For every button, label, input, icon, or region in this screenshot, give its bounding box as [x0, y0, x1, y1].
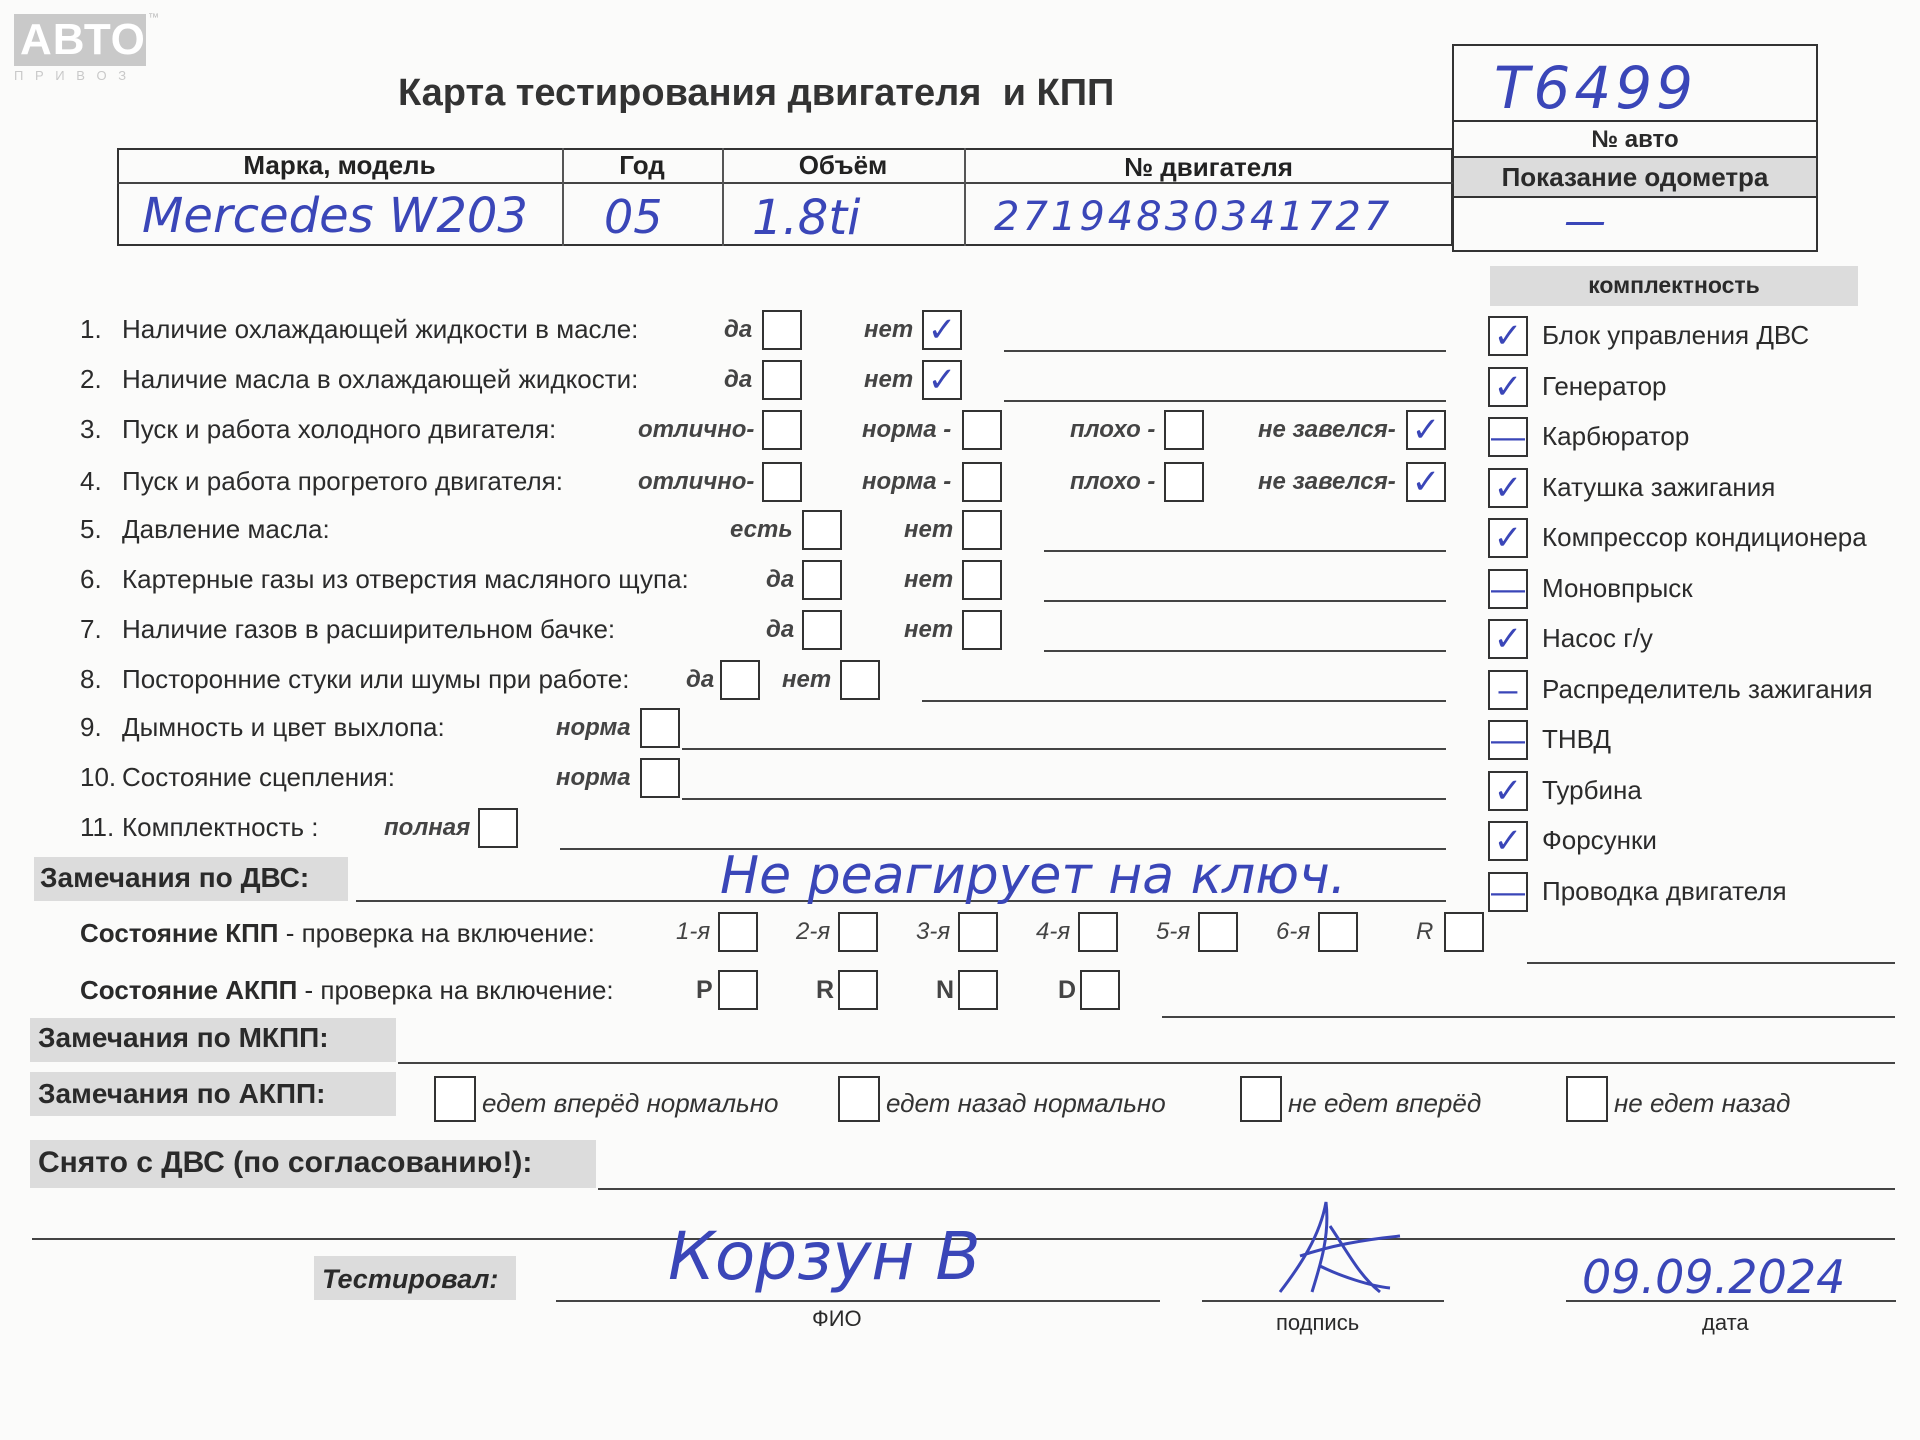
logo-tm: ™: [148, 12, 159, 24]
gear-checkbox[interactable]: [1318, 912, 1358, 952]
option-label: норма: [556, 714, 631, 741]
option-checkbox[interactable]: [962, 462, 1002, 502]
option-label: да: [724, 316, 753, 343]
name-caption: ФИО: [812, 1306, 862, 1331]
completeness-label: Генератор: [1542, 370, 1667, 401]
akpp-option-checkbox[interactable]: [1566, 1076, 1608, 1122]
completeness-label: Катушка зажигания: [1542, 471, 1776, 502]
volume-label: Объём: [798, 150, 888, 180]
option-label: норма: [556, 764, 631, 791]
check-mark-icon: ✓: [1493, 771, 1523, 810]
option-checkbox[interactable]: [762, 360, 802, 400]
option-label: не завелся-: [1258, 468, 1396, 495]
kpp-label-bold: Состояние КПП: [80, 918, 279, 948]
year-value: 05: [604, 190, 663, 244]
signature-caption: подпись: [1276, 1310, 1360, 1335]
completeness-label: Моновпрыск: [1542, 572, 1693, 603]
mode-label: N: [936, 976, 955, 1004]
check-label: [80, 414, 556, 445]
mode-label: P: [696, 976, 713, 1004]
check-mark-icon: —: [1491, 721, 1525, 759]
answer-line: [1004, 350, 1446, 352]
completeness-checkbox[interactable]: [1488, 518, 1528, 558]
option-label: полная: [384, 814, 471, 841]
option-label: норма -: [862, 416, 952, 443]
engine-label: № двигателя: [1124, 152, 1293, 182]
option-label: нет: [782, 666, 832, 693]
check-label: [80, 466, 563, 497]
answer-line: [922, 700, 1446, 702]
volume-value: 1.8ti: [752, 190, 861, 246]
check-number: 10.: [80, 762, 117, 792]
option-checkbox[interactable]: [962, 510, 1002, 550]
kpp-label-rest: - проверка на включение:: [278, 918, 595, 948]
completeness-label: Распределитель зажигания: [1542, 673, 1873, 704]
check-mark-icon: ✓: [1493, 620, 1523, 658]
kpp-line: [1527, 962, 1895, 964]
car-number-value: Т6499: [1494, 54, 1698, 122]
akpp-option-checkbox[interactable]: [838, 1076, 880, 1122]
option-label: плохо -: [1070, 416, 1156, 443]
answer-line: [682, 748, 1446, 750]
completeness-checkbox[interactable]: [1488, 569, 1528, 609]
check-mark-icon: ✓: [927, 311, 957, 349]
check-number: 2.: [80, 364, 102, 394]
check-number: 9.: [80, 712, 102, 742]
check-label: [80, 314, 638, 345]
option-checkbox[interactable]: [802, 610, 842, 650]
gear-checkbox[interactable]: [1078, 912, 1118, 952]
completeness-checkbox[interactable]: [1488, 367, 1528, 407]
akpp-option-checkbox[interactable]: [434, 1076, 476, 1122]
check-label: [80, 514, 330, 545]
logo: [14, 12, 159, 83]
completeness-checkbox[interactable]: [1488, 670, 1528, 710]
check-label: [80, 712, 445, 743]
completeness-label: Турбина: [1542, 774, 1642, 805]
check-number: 3.: [80, 414, 102, 444]
akpp-line: [1162, 1016, 1895, 1018]
check-text: Состояние сцепления:: [122, 762, 395, 792]
completeness-checkbox[interactable]: [1488, 468, 1528, 508]
mode-checkbox[interactable]: [1080, 970, 1120, 1010]
option-label: есть: [730, 516, 793, 543]
answer-line: [1044, 600, 1446, 602]
completeness-label: ТНВД: [1542, 724, 1612, 754]
mode-checkbox[interactable]: [718, 970, 758, 1010]
option-label: нет: [904, 616, 954, 643]
completeness-checkbox[interactable]: [1488, 316, 1528, 356]
check-text: Наличие охлаждающей жидкости в масле:: [122, 314, 639, 344]
check-label: [80, 762, 395, 793]
mode-label: D: [1058, 976, 1077, 1004]
model-value: Mercedes W203: [142, 188, 528, 244]
car-number-label: № авто: [1454, 120, 1816, 154]
option-label: плохо -: [1070, 468, 1156, 495]
check-mark-icon: ✓: [927, 361, 957, 399]
check-mark-icon: ✓: [1493, 317, 1523, 355]
check-number: 5.: [80, 514, 102, 544]
completeness-checkbox[interactable]: [1488, 821, 1528, 861]
mkpp-remarks-label: Замечания по МКПП:: [38, 1022, 329, 1053]
akpp-remarks-label: Замечания по АКПП:: [38, 1078, 326, 1109]
akpp-label: [80, 975, 614, 1006]
page-title: Карта тестирования двигателя и КПП: [398, 72, 1115, 114]
akpp-label-bold: Состояние АКПП: [80, 975, 298, 1005]
option-label: нет: [864, 366, 914, 393]
mode-checkbox[interactable]: [838, 970, 878, 1010]
option-label: да: [686, 666, 715, 693]
odometer-label: Показание одометра: [1454, 156, 1816, 198]
gear-label: R: [1416, 918, 1434, 945]
removed-line: [598, 1188, 1895, 1190]
check-text: Пуск и работа прогретого двигателя:: [122, 466, 563, 496]
option-label: отлично-: [638, 468, 755, 495]
kpp-label: [80, 918, 595, 949]
option-checkbox[interactable]: [802, 510, 842, 550]
tested-label: Тестировал:: [322, 1264, 499, 1294]
check-number: 8.: [80, 664, 102, 694]
gear-checkbox[interactable]: [718, 912, 758, 952]
odometer-value: —: [1564, 196, 1606, 245]
check-text: Дымность и цвет выхлопа:: [122, 712, 445, 742]
option-label: да: [724, 366, 753, 393]
tester-name: Корзун В: [668, 1218, 981, 1295]
akpp-option-checkbox[interactable]: [1240, 1076, 1282, 1122]
option-label: нет: [904, 566, 954, 593]
option-checkbox[interactable]: [922, 310, 962, 350]
mkpp-line: [398, 1062, 1895, 1064]
gear-checkbox[interactable]: [958, 912, 998, 952]
completeness-label: Блок управления ДВС: [1542, 320, 1810, 350]
check-label: [80, 364, 638, 395]
option-label: да: [766, 616, 795, 643]
check-number: 11.: [80, 812, 115, 842]
option-checkbox[interactable]: [762, 410, 802, 450]
check-text: Посторонние стуки или шумы при работе:: [122, 664, 630, 694]
check-text: Комплектность :: [122, 812, 319, 842]
answer-line: [1044, 650, 1446, 652]
car-number-box: [1452, 44, 1818, 252]
gear-label: 1-я: [676, 918, 711, 945]
completeness-label: Форсунки: [1542, 825, 1657, 855]
mode-checkbox[interactable]: [958, 970, 998, 1010]
option-checkbox[interactable]: [762, 462, 802, 502]
check-number: 4.: [80, 466, 102, 496]
option-checkbox[interactable]: [1164, 410, 1204, 450]
option-label: нет: [864, 316, 914, 343]
removed-label: Снято с ДВС (по согласованию!):: [38, 1146, 533, 1179]
option-checkbox[interactable]: [922, 360, 962, 400]
check-mark-icon: —: [1491, 569, 1525, 608]
date-caption: дата: [1702, 1310, 1749, 1335]
akpp-option-label: не едет назад: [1614, 1088, 1791, 1118]
check-label: [80, 564, 689, 595]
option-checkbox[interactable]: [840, 660, 880, 700]
option-label: да: [766, 566, 795, 593]
gear-label: 5-я: [1156, 918, 1191, 945]
gear-label: 6-я: [1276, 918, 1311, 945]
option-checkbox[interactable]: [640, 758, 680, 798]
completeness-checkbox[interactable]: [1488, 619, 1528, 659]
option-label: норма -: [862, 468, 952, 495]
check-number: 7.: [80, 614, 102, 644]
check-text: Картерные газы из отверстия масляного щупа:: [122, 564, 689, 594]
gear-label: 3-я: [916, 918, 951, 945]
gear-checkbox[interactable]: [838, 912, 878, 952]
completeness-title: комплектность: [1588, 272, 1760, 298]
completeness-label: Проводка двигателя: [1542, 875, 1787, 906]
completeness-label: Компрессор кондиционера: [1542, 522, 1867, 552]
completeness-checkbox[interactable]: [1488, 771, 1528, 811]
completeness-checkbox[interactable]: [1488, 720, 1528, 760]
option-checkbox[interactable]: [1406, 462, 1446, 502]
check-mark-icon: —: [1491, 418, 1525, 456]
year-label: Год: [619, 150, 665, 180]
completeness-label: Карбюратор: [1542, 421, 1690, 451]
check-text: Наличие масла в охлаждающей жидкости:: [122, 364, 639, 394]
gear-label: 4-я: [1036, 918, 1071, 945]
check-text: Давление масла:: [122, 514, 330, 544]
option-checkbox[interactable]: [720, 660, 760, 700]
check-mark-icon: ✓: [1411, 463, 1441, 501]
akpp-option-label: едет назад нормально: [886, 1088, 1166, 1118]
check-text: Пуск и работа холодного двигателя:: [122, 414, 557, 444]
check-label: [80, 664, 629, 695]
mode-label: R: [816, 976, 835, 1004]
option-checkbox[interactable]: [1164, 462, 1204, 502]
option-label: нет: [904, 516, 954, 543]
gear-checkbox[interactable]: [1198, 912, 1238, 952]
option-checkbox[interactable]: [640, 708, 680, 748]
answer-line: [682, 798, 1446, 800]
name-line: [556, 1300, 1160, 1302]
option-checkbox[interactable]: [962, 610, 1002, 650]
check-mark-icon: ✓: [1411, 411, 1441, 449]
model-label: Марка, модель: [243, 150, 436, 180]
akpp-option-label: едет вперёд нормально: [482, 1088, 779, 1118]
gear-label: 2-я: [796, 918, 831, 945]
completeness-label: Насос г/у: [1542, 623, 1653, 653]
option-label: отлично-: [638, 416, 755, 443]
check-label: [80, 614, 615, 645]
completeness-checkbox[interactable]: [1488, 872, 1528, 912]
gear-checkbox[interactable]: [1444, 912, 1484, 952]
signature-image: [1260, 1196, 1410, 1306]
option-checkbox[interactable]: [762, 310, 802, 350]
check-mark-icon: ✓: [1493, 519, 1523, 557]
option-checkbox[interactable]: [802, 560, 842, 600]
check-number: 6.: [80, 564, 102, 594]
option-checkbox[interactable]: [962, 560, 1002, 600]
answer-line: [1044, 550, 1446, 552]
option-label: не завелся-: [1258, 416, 1396, 443]
check-mark-icon: ✓: [1493, 822, 1523, 860]
check-mark-icon: —: [1491, 872, 1525, 911]
option-checkbox[interactable]: [478, 808, 518, 848]
option-checkbox[interactable]: [962, 410, 1002, 450]
check-text: Наличие газов в расширительном бачке:: [122, 614, 616, 644]
check-label: [80, 812, 319, 843]
check-mark-icon: –: [1498, 670, 1518, 709]
dvs-remarks-value[interactable]: Не реагирует на ключ.: [720, 846, 1347, 906]
completeness-checkbox[interactable]: [1488, 417, 1528, 457]
engine-value: 27194830341727: [994, 194, 1393, 240]
akpp-option-label: не едет вперёд: [1288, 1088, 1482, 1118]
option-checkbox[interactable]: [1406, 410, 1446, 450]
logo-text: АВТО: [14, 14, 146, 66]
akpp-label-rest: - проверка на включение:: [297, 975, 614, 1005]
check-mark-icon: ✓: [1493, 468, 1523, 507]
answer-line: [1004, 400, 1446, 402]
logo-sub: П Р И В О З: [14, 68, 131, 83]
test-date: 09.09.2024: [1582, 1250, 1846, 1304]
check-number: 1.: [80, 314, 102, 344]
dvs-remarks-label: Замечания по ДВС:: [40, 862, 310, 893]
check-mark-icon: ✓: [1493, 367, 1523, 406]
